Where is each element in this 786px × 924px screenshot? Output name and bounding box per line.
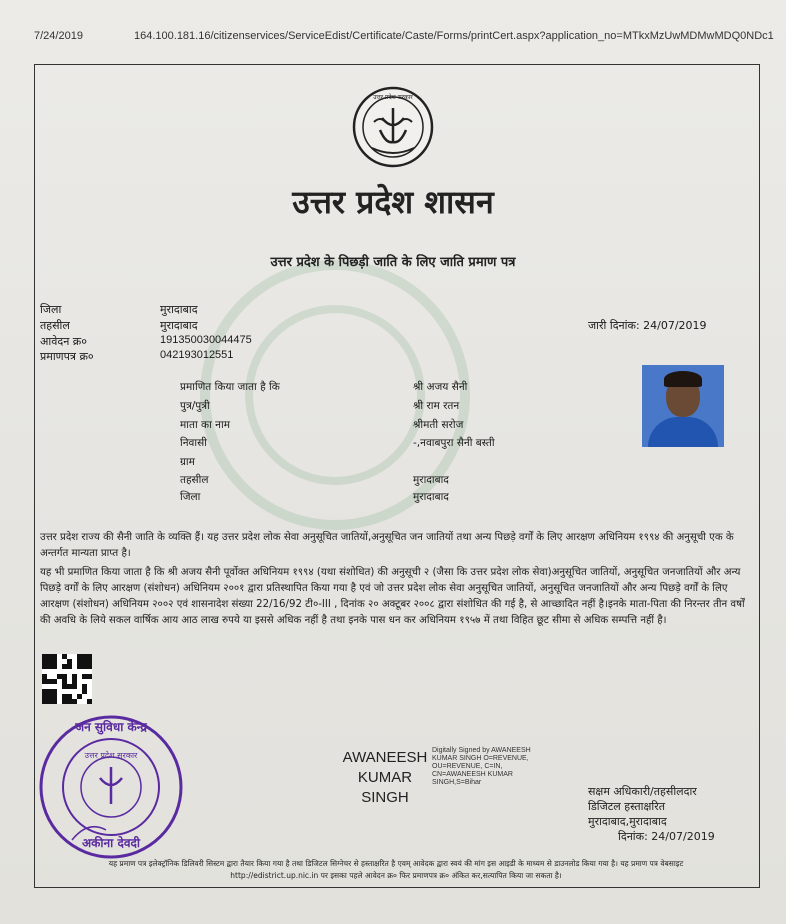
issue-date: जारी दिनांक: 24/07/2019 bbox=[588, 319, 707, 332]
certificate-paragraph-2: यह भी प्रमाणित किया जाता है कि श्री अजय सैनी पूर्वोक्त अधिनियम १९९४ (यथा संशोधित) की अनुसूची २ (जैसा कि उत्तर प्रदेश लोक सेवा)अनुसूचित जातियों, अनुसूचित जनजातियों और अन्य पिछड़े वर्गों के लिए आरक्षण (संशोधन) अधिनियम २००१ द्वारा प्रतिस्थापित किया गया है एवं जो उत्तर प्रदेश लोक सेवा अनुसूचित जातियों, अनुसूचित जनजातियों और अन्य पिछड़े वर्गों के लिए आरक्षण (संशोधन) अधिनियम २००२ एवं शासनादेश संख्या 22/16/92 टी०-III , दिनांक २० अक्टूबर २००८ द्वारा संशोधित की गई है, से आच्छादित नहीं है।इनके माता-पिता की निरन्तर तीन वर्षों की अवधि के लिये सकल वार्षिक आय आठ लाख रुपये या इससे अधिक नहीं है तथा इनके पास धन कर अधिनियम १९५७ में तथा विहित छूट सीमा से अधिक सम्पत्ति नहीं है। bbox=[40, 567, 745, 626]
seal-top-text: जन सुविधा केन्द्र bbox=[75, 720, 147, 734]
document-title: उत्तर प्रदेश शासन bbox=[292, 183, 494, 221]
print-date: 7/24/2019 bbox=[34, 30, 83, 42]
digital-signature-block: Digitally Signed by AWANEESH KUMAR SINGH O=REVENUE, OU=REVENUE, C=IN, CN=AWANEESH KUMAR SINGH,S=Bihar bbox=[432, 747, 531, 786]
applicant-photo bbox=[642, 365, 724, 447]
print-url: 164.100.181.16/citizenservices/ServiceEdist/Certificate/Caste/Forms/printCert.aspx?application_no=MTkxMzUwMDMwMDQ0NDc1 bbox=[134, 30, 774, 42]
signatory-name: AWANEESH KUMAR SINGH bbox=[342, 749, 428, 806]
issuing-authority: सक्षम अधिकारी/तहसीलदार डिजिटल हस्ताक्षरित मुरादाबाद,मुरादाबाद दिनांक: 24/07/2019 bbox=[588, 785, 715, 843]
qr-code-icon bbox=[42, 654, 92, 704]
document-subtitle: उत्तर प्रदेश के पिछड़ी जाति के लिए जाति प्रमाण पत्र bbox=[270, 255, 516, 270]
certificate-paragraph-1: उत्तर प्रदेश राज्य की सैनी जाति के व्यक्ति हैं। यह उत्तर प्रदेश लोक सेवा अनुसूचित जातियों,अनुसूचित जन जातियों तथा अन्य पिछड़े वर्गों के लिए आरक्षण अधिनियम १९९४ की अनुसूची एक के अन्तर्गत मान्यता प्राप्त है। bbox=[40, 532, 734, 559]
verification-footer: यह प्रमाण पत्र इलेक्ट्रॉनिक डिलिवरी सिस्टम द्वारा तैयार किया गया है तथा डिजिटल सिग्नेचर से हस्ताक्षरित है एवम् आवेदक द्वारा स्वयं की मांग इस आइडी के माध्यम से डाउनलोड किया गया है। यह प्रमाण पत्र वेबसाइट http://edistrict.up.nic.in पर इसका पहले आवेदन क्र० फिर प्रमाणपत्र क्र० अंकित कर,सत्यापित किया जा सकता है। bbox=[108, 859, 684, 880]
seal-bottom-text: अकीना देवदी bbox=[82, 836, 140, 850]
emblem-text: उत्तर प्रदेश सरकार bbox=[373, 94, 413, 101]
seal-middle-text: उत्तर प्रदेश सरकार bbox=[84, 751, 138, 760]
